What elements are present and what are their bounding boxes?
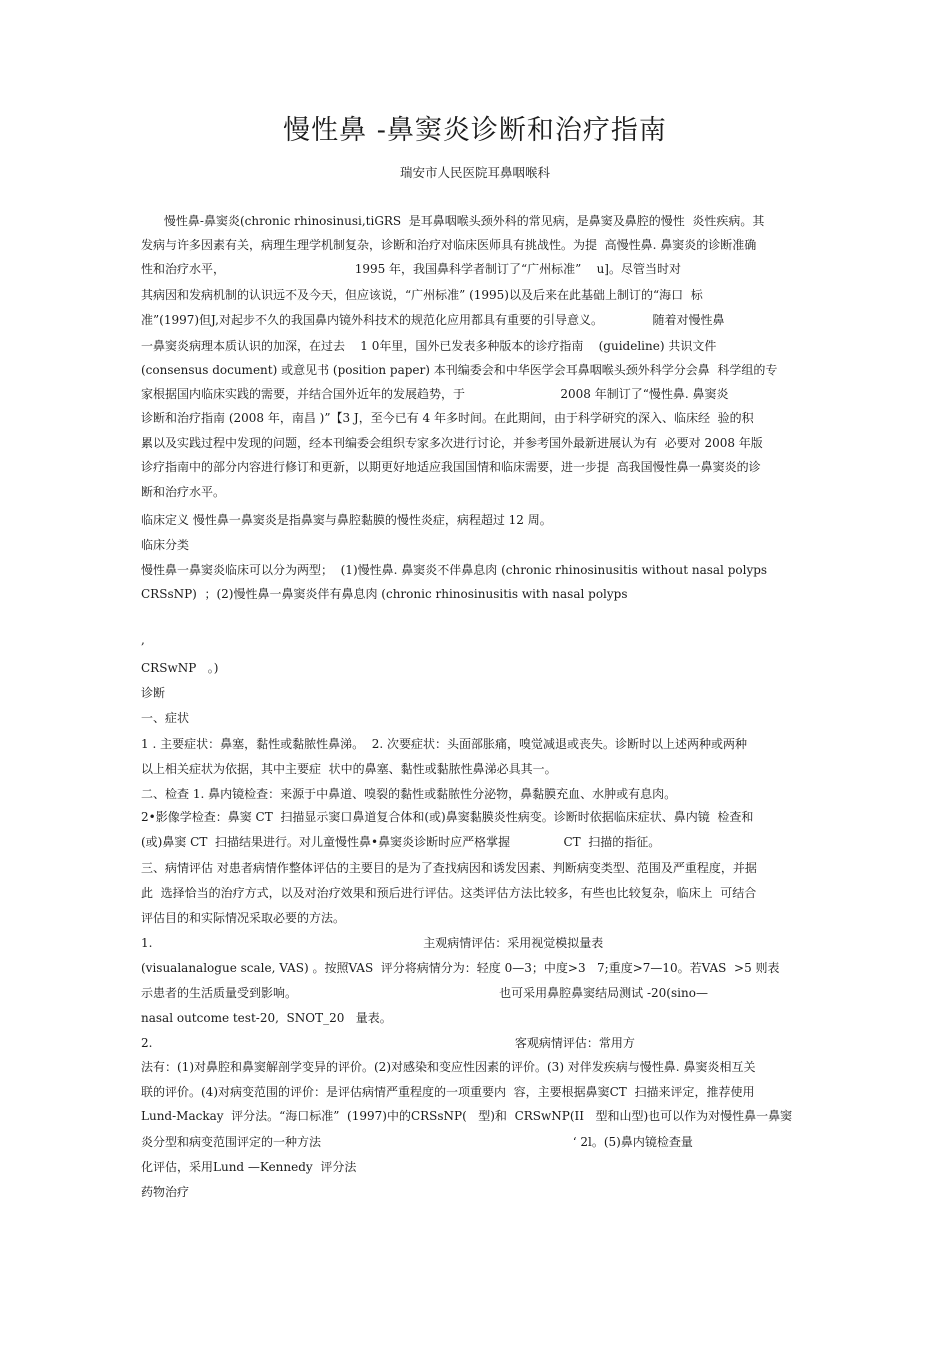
body-line: 家根据国内临床实践的需要，并结合国外近年的发展趋势，于 2008 年制订了“慢性鼻. 鼻窦炎	[141, 387, 729, 401]
body-line: 1 . 主要症状：鼻塞，黏性或黏脓性鼻涕。 2. 次要症状：头面部胀痛，嗅觉减退或丧失。诊断时以上述两种或两种	[141, 737, 747, 751]
body-line: 此 选择恰当的治疗方式，以及对治疗效果和预后进行评估。这类评估方法比较多，有些也比较复杂，临床上 可结合	[141, 886, 757, 900]
body-line: 化评估，采用Lund —Kennedy 评分法	[141, 1160, 357, 1174]
body-line: 性和治疗水平， 1995 年，我国鼻科学者制订了“广州标准” u]。尽管当时对	[141, 262, 681, 276]
body-line: 法有：(1)对鼻腔和鼻窦解剖学变异的评价。(2)对感染和变应性因素的评价。(3) 对伴发疾病与慢性鼻. 鼻窦炎相互关	[141, 1060, 756, 1074]
document-title: 慢性鼻 -鼻窦炎诊断和治疗指南	[283, 115, 667, 146]
body-line: Lund-Mackay 评分法。“海口标准” (1997)中的CRSsNP( 型)和 CRSwNP(II 型和山型)也可以作为对慢性鼻一鼻窦	[141, 1109, 793, 1123]
body-line: 评估目的和实际情况采取必要的方法。	[141, 911, 346, 925]
body-line: 2. 客观病情评估：常用方	[141, 1036, 635, 1050]
body-line: 诊疗指南中的部分内容进行修订和更新，以期更好地适应我国国情和临床需要，进一步提 高我国慢性鼻一鼻窦炎的诊	[141, 460, 761, 474]
body-line: 示患者的生活质量受到影响。 也可采用鼻腔鼻窦结局测试 -20(sino—	[141, 986, 708, 1000]
body-line: 诊断	[141, 686, 166, 700]
body-line: 准”(1997)但J,对起步不久的我国鼻内镜外科技术的规范化应用都具有重要的引导意义。 随着对慢性鼻	[141, 313, 725, 327]
body-line: 二、检查 1. 鼻内镜检查：来源于中鼻道、嗅裂的黏性或黏脓性分泌物，鼻黏膜充血、水肿或有息肉。	[141, 787, 677, 801]
body-line: 一鼻窦炎病理本质认识的加深，在过去 1 0年里，国外已发表多种版本的诊疗指南 (guideline) 共识文件	[141, 339, 717, 353]
body-line: 其病因和发病机制的认识远不及今天，但应该说，“广州标准” (1995)以及后来在此基础上制订的“海口 标	[141, 288, 703, 302]
body-line: 炎分型和病变范围评定的一种方法 ‘ 2l。(5)鼻内镜检查量	[141, 1135, 693, 1149]
body-line: 临床定义 慢性鼻一鼻窦炎是指鼻窦与鼻腔黏膜的慢性炎症，病程超过 12 周。	[141, 513, 552, 527]
body-line: 慢性鼻-鼻窦炎(chronic rhinosinusi,tiGRS 是耳鼻咽喉头颈外科的常见病，是鼻窦及鼻腔的慢性 炎性疾病。其	[141, 214, 765, 228]
body-line: (visualanalogue scale, VAS) 。按照VAS 评分将病情分为：轻度 0—3；中度>3 7;重度>7—10。若VAS >5 则表	[141, 961, 780, 975]
body-line: 断和治疗水平。	[141, 485, 226, 499]
body-line: CRSwNP 。)	[141, 661, 219, 675]
body-line: 一、症状	[141, 711, 190, 725]
body-line: 慢性鼻一鼻窦炎临床可以分为两型； (1)慢性鼻. 鼻窦炎不伴鼻息肉 (chronic rhinosinusitis without nasal polyps	[141, 563, 768, 577]
body-line: 药物治疗	[141, 1185, 190, 1199]
body-line: 三、病情评估 对患者病情作整体评估的主要目的是为了查找病因和诱发因素、判断病变类型、范围及严重程度，并据	[141, 861, 757, 875]
body-line: 联的评价。(4)对病变范围的评价：是评估病情严重程度的一项重要内 容，主要根据鼻窦CT 扫描来评定，推荐使用	[141, 1085, 755, 1099]
body-line: CRSsNP) ；(2)慢性鼻一鼻窦炎伴有鼻息肉 (chronic rhinosinusitis with nasal polyps	[141, 587, 628, 601]
body-line: 诊断和治疗指南 (2008 年，南昌 )”【3 J，至今已有 4 年多时间。在此期间，由于科学研究的深入、临床经 验的积	[141, 411, 754, 425]
body-line: 累以及实践过程中发现的问题，经本刊编委会组织专家多次进行讨论，并参考国外最新进展认为有 必要对 2008 年版	[141, 436, 763, 450]
body-line: (或)鼻窦 CT 扫描结果进行。对儿童慢性鼻•鼻窦炎诊断时应严格掌握 CT 扫描的指征。	[141, 835, 661, 849]
body-line: 发病与许多因素有关，病理生理学机制复杂，诊断和治疗对临床医师具有挑战性。为提 高慢性鼻. 鼻窦炎的诊断准确	[141, 238, 757, 252]
body-line: (consensus document) 或意见书 (position paper) 本刊编委会和中华医学会耳鼻咽喉头颈外科学分会鼻 科学组的专	[141, 363, 778, 377]
body-line: 以上相关症状为依据，其中主要症 状中的鼻塞、黏性或黏脓性鼻涕必具其一。	[141, 762, 557, 776]
body-line: 2•影像学检查：鼻窦 CT 扫描显示窦口鼻道复合体和(或)鼻窦黏膜炎性病变。诊断时依据临床症状、鼻内镜 检查和	[141, 810, 754, 824]
body-line: nasal outcome test-20, SNOT_20 量表。	[141, 1011, 392, 1025]
body-line: 1. 主观病情评估：采用视觉模拟量表	[141, 936, 604, 950]
body-line: ,	[141, 633, 145, 647]
body-line: 临床分类	[141, 538, 190, 552]
document-subtitle: 瑞安市人民医院耳鼻咽喉科	[399, 165, 550, 180]
